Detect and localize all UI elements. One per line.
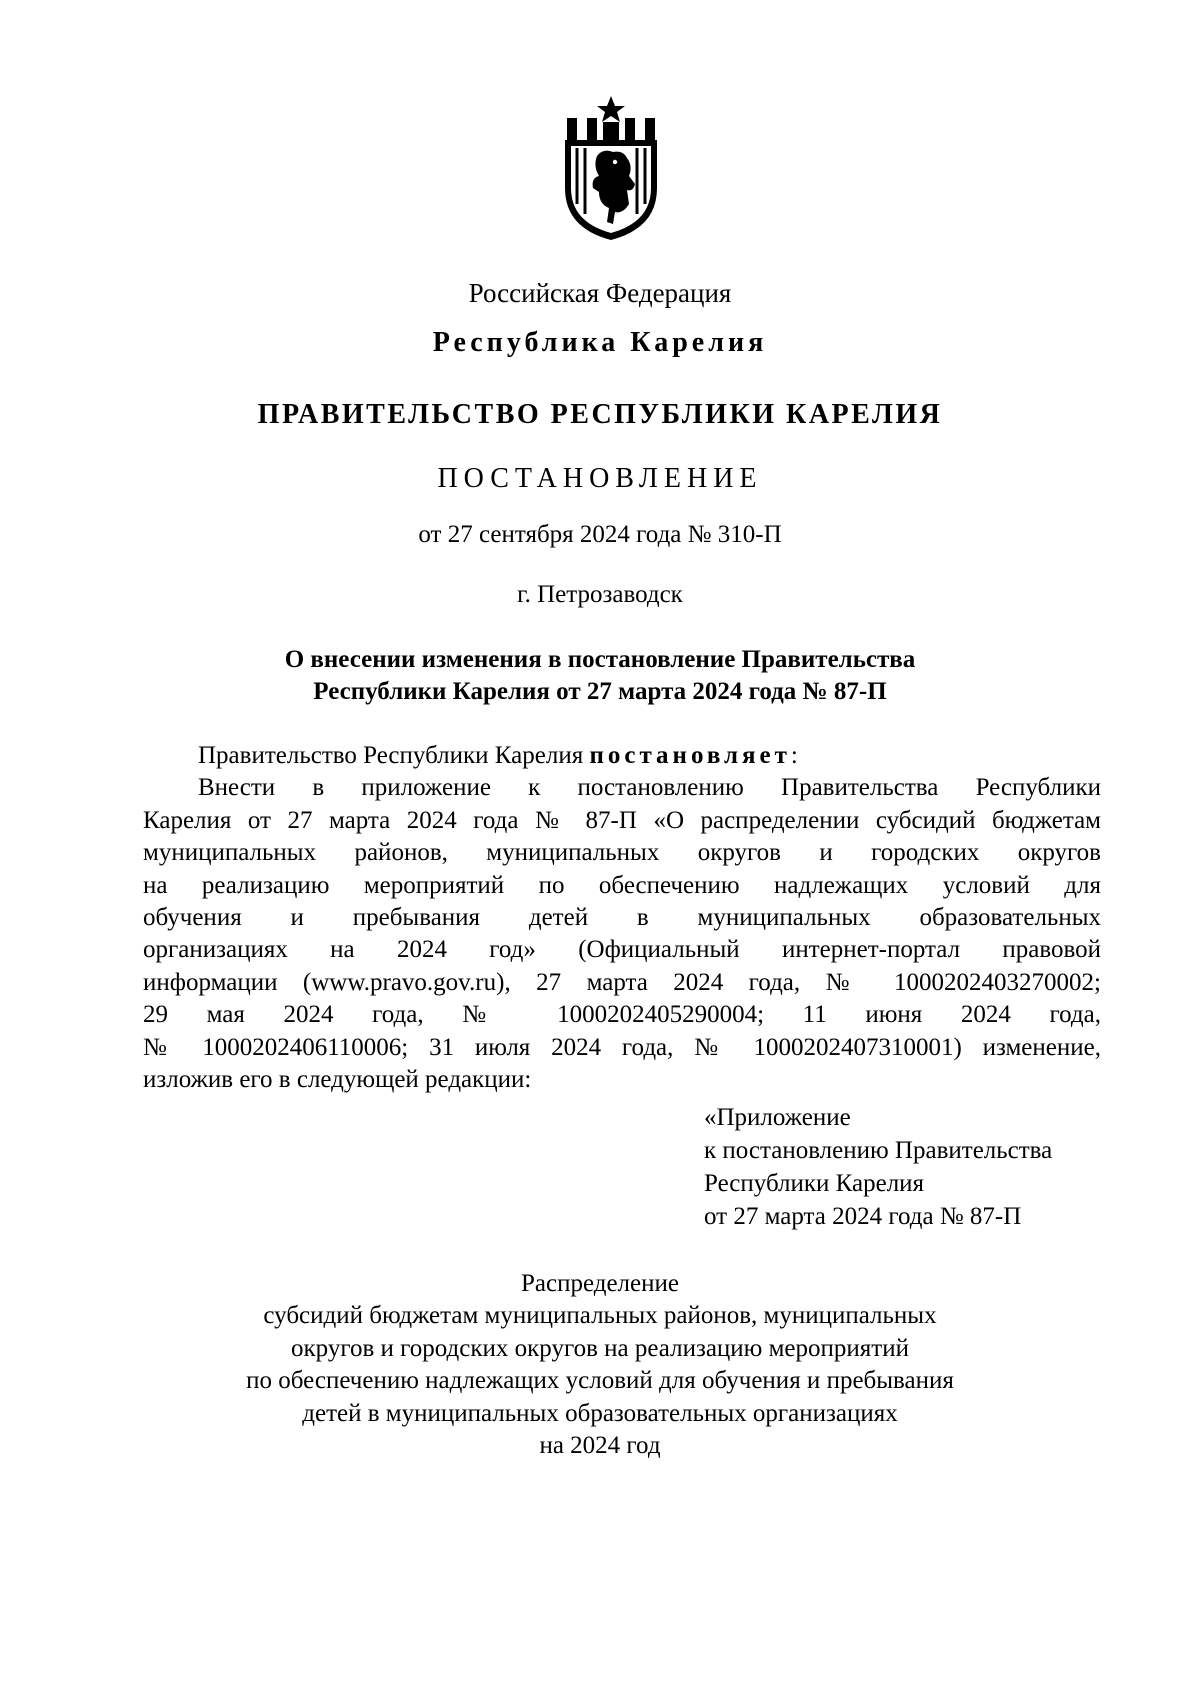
distribution-line: округов и городских округов на реализацию мероприятий [291, 1334, 909, 1362]
republic-name: Республика Карелия [432, 327, 768, 358]
appendix-header [704, 1101, 1052, 1233]
intro-suffix: : [790, 742, 798, 769]
body-line: Карелия от 27 марта 2024 года № 87-П «О распределении субсидий бюджетам [143, 806, 1101, 834]
appendix-line-1: «Приложение [704, 1104, 851, 1131]
government-name: ПРАВИТЕЛЬСТВО РЕСПУБЛИКИ КАРЕЛИЯ [257, 399, 943, 430]
distribution-line: Распределение [521, 1270, 679, 1297]
body-line: организациях на 2024 год» (Официальный интернет-портал правовой [143, 936, 1101, 964]
intro-prefix: Правительство Республики Карелия [198, 742, 590, 769]
body-line: Внести в приложение к постановлению Правительства Республики [198, 774, 1101, 802]
title-line-1: О внесении изменения в постановление Правительства [284, 646, 916, 673]
document-title [0, 644, 1200, 708]
country-name: Российская Федерация [468, 278, 732, 308]
distribution-title [0, 1268, 1200, 1462]
document-city: г. Петрозаводск [517, 581, 683, 608]
body-line: информации (www.pravo.gov.ru), 27 марта 2024 года, № 1000202403270002; [143, 968, 1101, 996]
body-line: изложив его в следующей редакции: [143, 1065, 532, 1093]
body-line: 29 мая 2024 года, № 1000202405290004; 11 июня 2024 года, [143, 1001, 1101, 1029]
karelia-coat-of-arms-icon [563, 96, 659, 242]
body-line: № 1000202406110006; 31 июля 2024 года, № 1000202407310001) изменение, [143, 1033, 1101, 1061]
appendix-line-3: Республики Карелия [704, 1170, 925, 1197]
body-line: обучения и пребывания детей в муниципальных образовательных [143, 903, 1101, 931]
distribution-line: по обеспечению надлежащих условий для обучения и пребывания [246, 1367, 954, 1395]
distribution-line: детей в муниципальных образовательных организациях [302, 1399, 898, 1427]
intro-line [143, 740, 1101, 772]
body-line: муниципальных районов, муниципальных округов и городских округов [143, 839, 1101, 867]
body-line: на реализацию мероприятий по обеспечению надлежащих условий для [143, 871, 1101, 899]
distribution-line: на 2024 год [539, 1432, 661, 1460]
document-type: ПОСТАНОВЛЕНИЕ [437, 463, 763, 494]
distribution-line: субсидий бюджетам муниципальных районов, муниципальных [263, 1302, 937, 1330]
document-date-number: от 27 сентября 2024 года № 310-П [418, 521, 782, 548]
appendix-line-2: к постановлению Правительства [704, 1137, 1053, 1164]
document-body [143, 740, 1101, 1096]
intro-resolves: постановляет [589, 742, 791, 769]
appendix-line-4: от 27 марта 2024 года № 87-П [704, 1203, 1022, 1230]
title-line-2: Республики Карелия от 27 марта 2024 года № 87-П [313, 678, 887, 705]
